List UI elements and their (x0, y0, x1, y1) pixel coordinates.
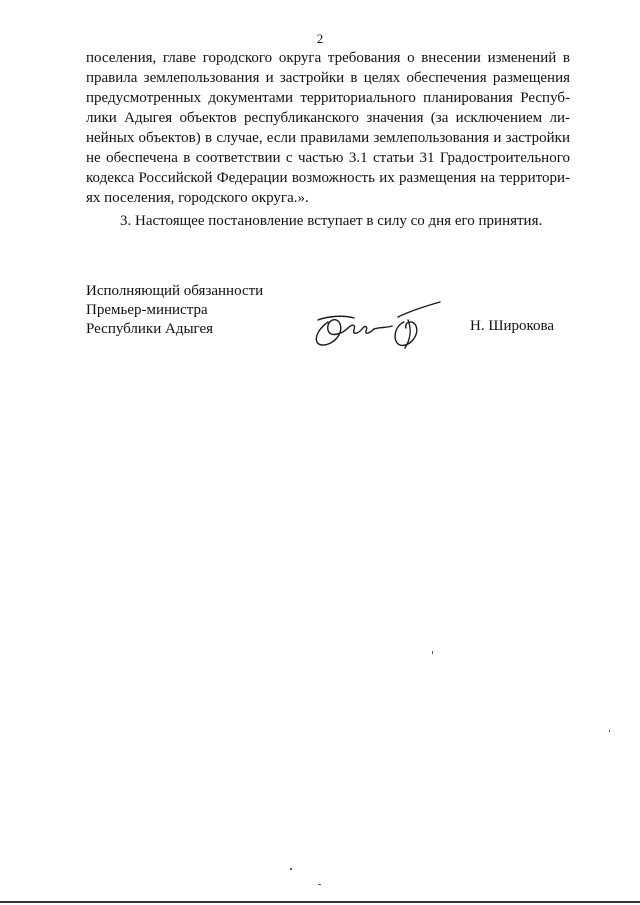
scan-speck (432, 651, 433, 654)
body-line: нейных объектов) в случае, если правилами землепользования и застройки (86, 130, 570, 146)
body-paragraph (86, 48, 570, 208)
handwritten-signature (308, 300, 444, 352)
body-line: предусмотренных документами территориального планирования Респуб- (86, 90, 570, 106)
body-line: правила землепользования и застройки в целях обеспечения размещения (86, 70, 570, 86)
scan-speck (290, 868, 292, 870)
body-line: кодекса Российской Федерации возможность их размещения на территори- (86, 170, 570, 186)
signatory-title-line: Премьер-министра (86, 302, 208, 318)
body-line: лики Адыгея объектов республиканского значения (за исключением ли- (86, 110, 570, 126)
body-line: ях поселения, городского округа.». (86, 190, 309, 206)
body-line: не обеспечена в соответствии с частью 3.1 статьи 31 Градостроительного (86, 150, 570, 166)
scan-speck (318, 884, 321, 885)
scan-edge-line (0, 901, 640, 903)
signatory-title-line: Исполняющий обязанности (86, 283, 264, 299)
clause-3: 3. Настоящее постановление вступает в силу со дня его принятия. (120, 213, 543, 229)
scan-speck (609, 730, 610, 732)
signatory-name: Н. Широкова (470, 318, 555, 334)
signatory-title-line: Республики Адыгея (86, 321, 214, 337)
body-line: поселения, главе городского округа требования о внесении изменений в (86, 50, 570, 66)
page-number: 2 (316, 31, 324, 46)
signatory-title (86, 282, 263, 339)
